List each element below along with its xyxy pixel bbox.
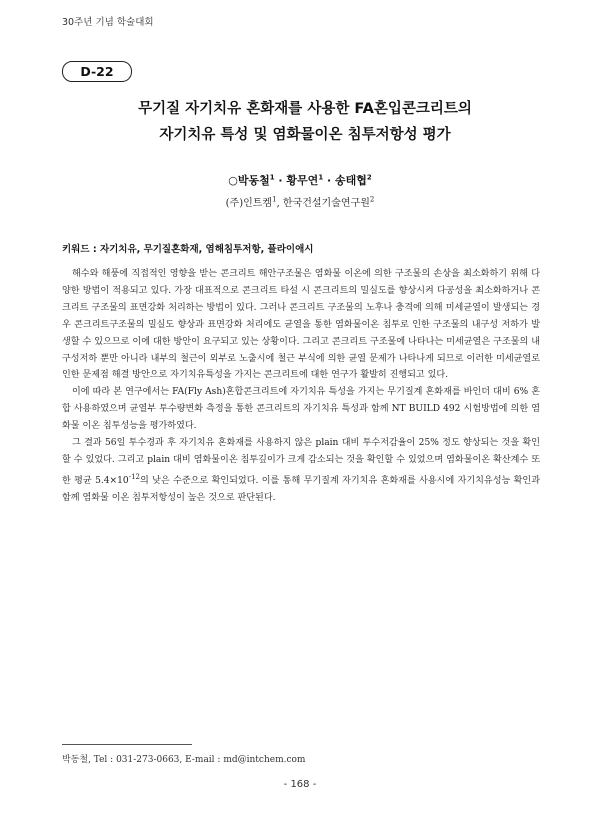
- author-3-sup: 2: [366, 173, 372, 182]
- page-number: - 168 -: [283, 779, 317, 790]
- author-2-name: 황무연: [286, 174, 319, 187]
- abstract-body: [62, 266, 540, 507]
- author-1-name: 박동철: [237, 174, 270, 187]
- title-line-2: 자기치유 특성 및 염화물이온 침투저항성 평가: [159, 127, 451, 143]
- diffusion-exponent: -12: [128, 472, 141, 481]
- keywords-text: 자기치유, 무기질혼화재, 염해침투저항, 플라이애시: [99, 244, 314, 255]
- body-paragraph-2: 이에 따라 본 연구에서는 FA(Fly Ash)혼합콘크리트에 자기치유 특성을 가지는 무기질계 혼화재를 바인더 대비 6% 혼합 사용하였으며 균열부 투수량변화 측정을 통한 콘크리트의 자기치유 특성과 함께 NT BUILD 492 시험방법에 의한 염화물 이온 침투성능을 평가하였다.: [62, 387, 540, 432]
- footnote: 박동철, Tel : 031-273-0663, E-mail : md@intchem.com: [62, 755, 306, 765]
- paper-code-badge: D-22: [62, 61, 132, 82]
- author-3-prefix: ·: [323, 174, 336, 187]
- author-2-sup: 1: [318, 173, 324, 182]
- keywords: [62, 241, 542, 255]
- title-line-1: 무기질 자기치유 혼화재를 사용한 FA혼입콘크리트의: [138, 101, 472, 117]
- body-paragraph-3: [62, 435, 540, 507]
- affiliation-1-name: (주)인트켐: [225, 198, 273, 209]
- affiliation-2-name: , 한국건설기술연구원: [276, 198, 370, 209]
- author-2-prefix: ·: [274, 174, 287, 187]
- paper-title: [70, 96, 540, 148]
- author-1-sup: 1: [269, 173, 275, 182]
- keywords-label: 키워드 :: [62, 244, 100, 255]
- affiliation-2-sup: 2: [369, 195, 375, 204]
- author-list: [0, 172, 600, 188]
- author-3-name: 송태협: [335, 174, 367, 187]
- body-paragraph-1: 해수와 해풍에 직접적인 영향을 받는 콘크리트 해안구조물은 염화물 이온에 의한 구조물의 손상을 최소화하기 위해 다양한 방법이 적용되고 있다. 가장 대표적으로 콘크리트 타설 시 콘크리트의 밀실도를 향상시켜 다공성을 최소화하거나 콘크리트 구조물의 표면강화 처리하는 방법이 있다. 그러나 콘크리트 구조물의 노후나 충격에 의해 미세균열이 발생되는 경우 콘크리트구조물의 밀실도 향상과 표면강화 처리에도 균열을 통한 염화물이온 침투로 인한 구조물의 내구성 저하가 발생할 수 있으므로 이에 대한 방안이 요구되고 있는 상황이다. 그리고 콘크리트 구조물에 나타나는 미세균열은 구조물의 내구성저하 뿐만 아니라 내부의 철근이 외부로 노출시에 철근 부식에 의한 균열 문제가 나타나게 되므로 이러한 미세균열로 인한 문제점 해결 방안으로 자기치유특성을 가지는 콘크리트에 대한 연구가 활발히 진행되고 있다.: [62, 269, 540, 381]
- affiliation-1-sup: 1: [272, 195, 277, 204]
- author-1-prefix: ○: [228, 174, 238, 187]
- footnote-divider: [62, 744, 192, 745]
- affiliation-list: [0, 194, 600, 209]
- body-paragraph-3-start: 그 결과 56일 투수경과 후 자기치유 혼화재를 사용하지 않은 plain 대비 투수저감율이 25% 정도 향상되는 것을 확인할 수 있었다. 그리고 plain 대비 염화물이온 침투깊이가 크게 감소되는 것을 확인할 수 있었으며 염화물이온 확산계수 또한 평균 5.4×10: [62, 438, 540, 486]
- conference-header: 30주년 기념 학술대회: [62, 17, 154, 28]
- body-paragraph-3-end: 의 낮은 수준으로 확인되었다. 이를 통해 무기질계 자기치유 혼화재를 사용시에 자기치유성능 확인과 함께 염화물 이온 침투저항성이 높은 것으로 판단된다.: [62, 475, 541, 503]
